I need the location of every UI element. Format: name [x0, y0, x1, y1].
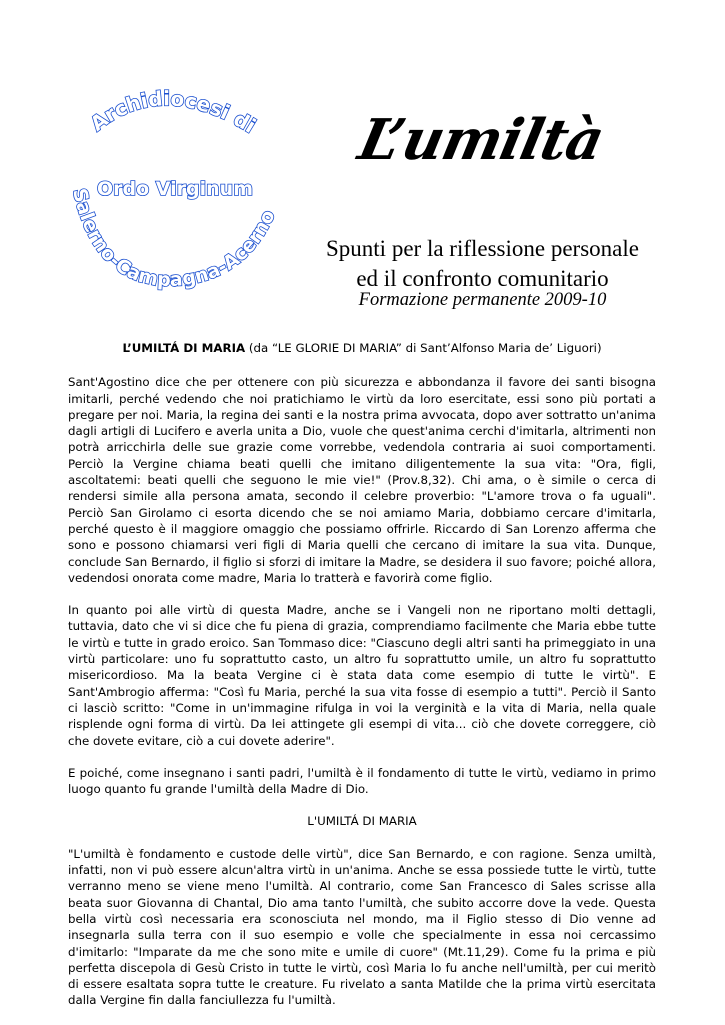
- logo-arc-text: Archidiocesi di: [85, 86, 261, 138]
- paragraph-4: "L'umiltà è fondamento e custode delle virtù", dice San Bernardo, e con ragione. Senza umiltà, infatti, non vi può essere alcun'altra virtù in un'anima. Anche se essa possiede tutte le virtù, tutte verranno meno se viene meno l'umiltà. Al contrario, come San Francesco di Sales scrisse alla beata suor Giovanna di Chantal, Dio ama tanto l'umiltà, che subito accorre dove la vede. Questa bella virtù così necessaria era sconosciuta nel mondo, ma il Figlio stesso di Dio venne ad insegnarla sulla terra con il suo esempio e volle che specialmente in essa noi cercassimo d'imitarlo: "Imparate da me che sono mite e umile di cuore" (Mt.11,29). Come fu la prima e più perfetta discepola di Gesù Cristo in tutte le virtù, così Maria lo fu anche nell'umiltà, per cui meritò di essere esaltata sopra tutte le creature. Fu rivelato a santa Matilde che la prima virtù esercitata dalla Vergine fin dalla fanciullezza fu l'umiltà.: [68, 846, 656, 1008]
- section-title: L'UMILTÁ DI MARIA: [307, 814, 417, 829]
- logo-center-text: Ordo Virginum: [96, 178, 254, 200]
- paragraph-2: In quanto poi alle virtù di questa Madre, anche se i Vangeli non ne riportano molti dettagli, tuttavia, dato che vi si dice che fu piena di grazia, comprendiamo facilmente che Maria ebbe tutte le virtù e tutte in grado eroico. San Tommaso dice: "Ciascuno degli altri santi ha primeggiato in una virtù particolare: uno fu soprattutto casto, un altro fu soprattutto umile, un altro fu soprattutto misericordioso. Ma la beata Vergine ci è stata data come esempio di tutte le virtù". E Sant'Ambrogio afferma: "Così fu Maria, perché la sua vita fosse di esempio a tutti". Perciò il Santo ci lasciò scritto: "Come in un'immagine rifulga in voi la verginità e la vita di Maria, nella quale risplende ogni forma di virtù. Da lei attingete gli esempi di vita... ciò che dovete correggere, ciò che dovete evitare, ciò a cui dovete aderire".: [68, 603, 656, 748]
- page-title: L’umiltà: [352, 107, 610, 173]
- article-heading-source: (da “LE GLORIE DI MARIA” di Sant’Alfonso Maria de’ Liguori): [245, 341, 602, 355]
- formation-label: Formazione permanente 2009-10: [358, 290, 607, 310]
- article-body: [68, 340, 656, 1025]
- paragraph-1: Sant'Agostino dice che per ottenere con più sicurezza e abbondanza il favore dei santi bisogna imitarli, perché vedendo che noi pratichiamo le virtù da loro esercitate, essi sono più portati a pregare per noi. Maria, la regina dei santi e la nostra prima avvocata, dopo aver sottratto un'anima dagli artigli di Lucifero e averla unita a Dio, vuole che quest'anima cerchi d'imitarla, altrimenti non potrà arricchirla delle sue grazie come vorrebbe, vedendola contraria ai suoi comportamenti. Perciò la Vergine chiama beati quelli che imitano diligentemente la sua vita: "Ora, figli, ascoltatemi: beati quelli che seguono le mie vie!" (Prov.8,32). Chi ama, o è simile o cerca di rendersi simile alla persona amata, secondo il celebre proverbio: "L'amore trova o fa uguali". Perciò San Girolamo ci esorta dicendo che se noi amiamo Maria, dobbiamo cercare d'imitarla, perché questo è il maggiore omaggio che possiamo offrirle. Riccardo di San Lorenzo afferma che sono e possono chiamarsi veri figli di Maria quelli che cercano di imitare la sua vita. Dunque, conclude San Bernardo, il figlio si sforzi di imitare la Madre, se desidera il suo favore; poiché allora, vedendosi onorata come madre, Maria lo tratterà e favorirà come figlio.: [68, 375, 656, 585]
- subtitle-line-2: ed il confronto comunitario: [356, 266, 609, 291]
- article-heading: [68, 340, 656, 356]
- subtitle-line-1: Spunti per la riflessione personale: [326, 236, 639, 261]
- paragraph-3: E poiché, come insegnano i santi padri, l'umiltà è il fondamento di tutte le virtù, vediamo in primo luogo quanto fu grande l'umiltà della Madre di Dio.: [68, 765, 656, 797]
- logo-bottom-text: Salerno-Campagna-Acerno: [68, 186, 280, 292]
- article-heading-bold: L’UMILTÁ DI MARIA: [122, 341, 246, 355]
- diocese-logo: [55, 70, 295, 300]
- subtitle: [290, 234, 675, 294]
